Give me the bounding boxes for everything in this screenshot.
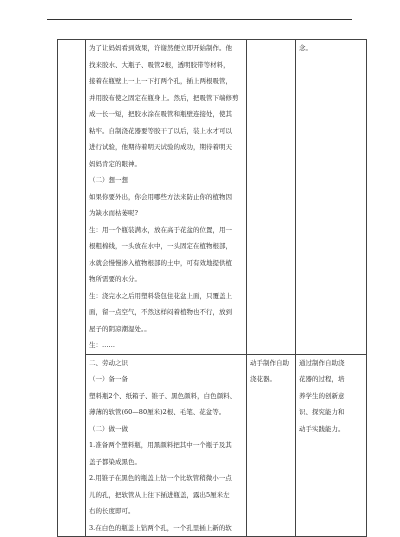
text-line: 2.用锥子在黑色的瓶盖上钻一个比软管稍微小一点 — [89, 474, 232, 482]
text-line: 水就会慢慢渗入植物根部的土中，可有效地提供植 — [89, 258, 232, 267]
section-column-cell — [58, 40, 86, 537]
text-line: 为了让妈妈看到效果，许谢然便立即开始制作。他 — [89, 44, 232, 52]
student-activity-cell-bottom — [247, 354, 296, 537]
text-line: 为缺水而枯萎呢? — [89, 209, 138, 217]
text-line: 粘牢。自制浇花器要等胶干了以后，装上水才可以 — [89, 126, 232, 135]
header-rule — [47, 19, 352, 20]
text-line: 薄薄的软管(60—80厘米)2根、毛笔、花盆等。 — [89, 408, 226, 416]
text-line: 3.在白色的瓶盖上钻两个孔，一个孔里插上新的软 — [89, 523, 232, 532]
text-line: 物所需要的水分。 — [89, 275, 141, 283]
student-activity-text — [247, 355, 295, 388]
text-line: 动手实践能力。 — [299, 424, 345, 433]
text-line: 二、劳动之识 — [89, 358, 128, 367]
text-line: 通过制作自助浇 — [299, 358, 345, 367]
text-line: 养学生的创新意 — [299, 391, 345, 400]
text-line: 盖子都染成黑色。 — [89, 457, 141, 466]
text-line: 找来胶水、大瓶子、吸管2根，透明胶带等材料， — [89, 60, 230, 69]
text-line: 生：浇完水之后用塑料袋包住花盆上面，只覆盖上 — [89, 291, 232, 300]
text-line: 生：…… — [89, 341, 115, 349]
text-line: 根粗棉线，一头放在水中，一头固定在植物根部， — [89, 242, 232, 250]
design-intent-cell-top — [296, 40, 367, 355]
text-line: （二）做一做 — [89, 424, 128, 433]
text-line: 成一长一短，把胶水涂在吸管和瓶壁连接处，使其 — [89, 110, 232, 118]
text-line: 动手制作自助 — [250, 358, 289, 367]
text-line: 妈妈肯定的眼神。 — [89, 159, 141, 168]
text-line: 生：用一个瓶装满水，放在高于花盆的位置，用一 — [89, 225, 232, 234]
text-line: （一）备一备 — [89, 375, 128, 383]
text-line: 面，留一点空气，不然这样闷着植物也不行，放到 — [89, 308, 232, 316]
student-activity-cell-top — [247, 40, 296, 355]
text-line: 塑料瓶2个、纸箱子、锥子、黑色颜料，白色颜料、 — [89, 391, 237, 400]
text-line: 念。 — [299, 44, 312, 52]
text-line: 浇花器。 — [250, 375, 276, 383]
process-cell-bottom — [86, 354, 247, 537]
design-intent-text-bottom — [296, 355, 366, 438]
text-line: 进行试验，他期待着明天试验的成功，期待着明天 — [89, 143, 232, 151]
text-line: 右的长度即可。 — [89, 507, 135, 515]
design-intent-cell-bottom — [296, 354, 367, 537]
text-line: （二）想一想 — [89, 176, 128, 184]
lesson-plan-table — [57, 39, 367, 537]
process-cell-top — [86, 40, 247, 355]
text-line: 花器的过程，培 — [299, 375, 345, 383]
process-text-bottom — [86, 355, 246, 537]
text-line: 识、探究能力和 — [299, 408, 345, 416]
text-line: 并用胶布使之固定在瓶身上。然后，把吸管下端修剪 — [89, 93, 239, 102]
process-text-top — [86, 40, 246, 354]
text-line: 如果你要外出，你会用哪些方法来防止你的植物因 — [89, 192, 232, 201]
text-line: 1.准备两个塑料瓶，用黑颜料把其中一个瓶子及其 — [89, 441, 232, 449]
text-line: 屋子的阴凉潮湿处。。 — [89, 324, 151, 333]
design-intent-text-top — [296, 40, 366, 57]
text-line: 接着在瓶壁上一上一下打两个孔，插上两根吸管， — [89, 77, 232, 85]
text-line: 儿的孔，把软管从上往下插进瓶盖，露出5厘米左 — [89, 490, 230, 499]
